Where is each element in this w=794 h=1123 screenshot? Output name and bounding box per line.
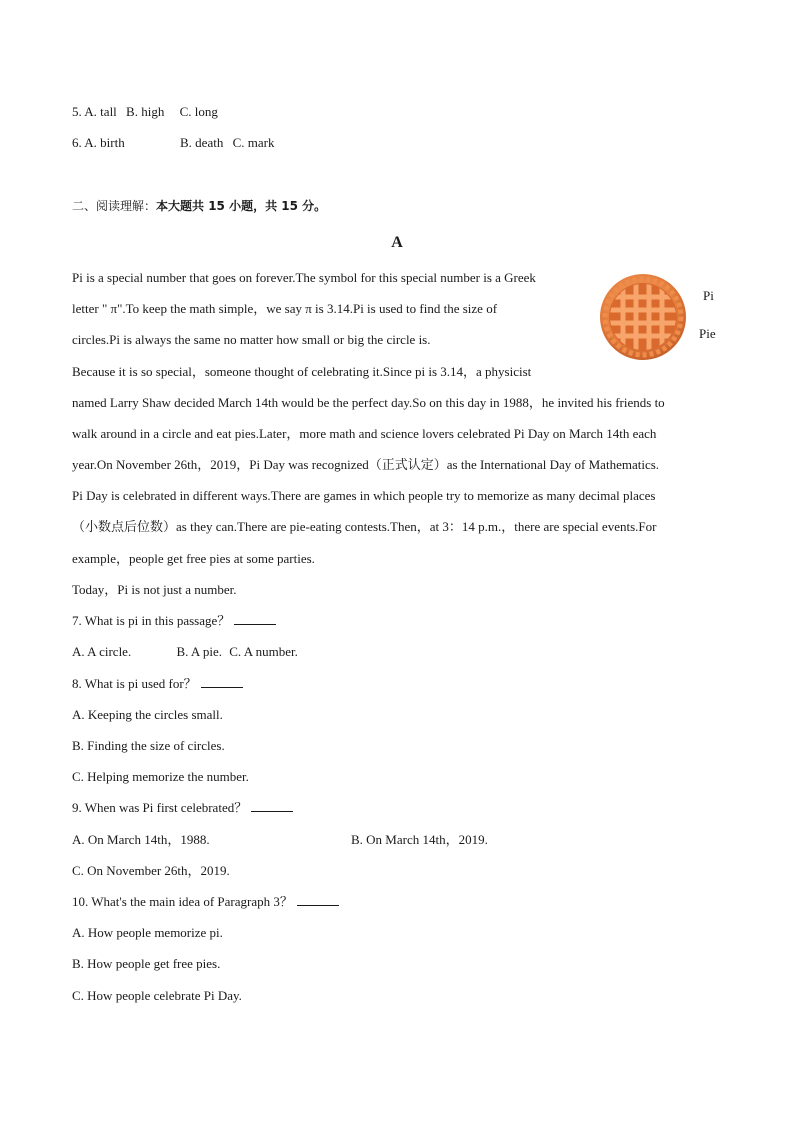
passage-line: example，people get free pies at some parties. xyxy=(72,551,315,566)
question-text: 8. What is pi used for？ xyxy=(72,676,197,691)
option-c: C. Helping memorize the number. xyxy=(72,769,249,784)
option-a: A. tall xyxy=(84,104,117,119)
question-text: 10. What's the main idea of Paragraph 3？ xyxy=(72,894,293,909)
question-6 xyxy=(72,134,274,152)
passage-line: walk around in a circle and eat pies.Later，more math and science lovers celebrated Pi Day on March 14th each xyxy=(72,426,657,441)
question-8-stem xyxy=(72,675,243,693)
question-number: 6. xyxy=(72,135,85,150)
option-c: C. long xyxy=(179,104,218,119)
option-a: A. A circle. xyxy=(72,644,132,659)
passage-line: Pi is a special number that goes on forever.The symbol for this special number is a Greek xyxy=(72,270,536,285)
section-heading xyxy=(72,197,326,214)
answer-blank[interactable] xyxy=(251,799,293,812)
option-c: C. mark xyxy=(232,135,275,150)
option-b: B. Finding the size of circles. xyxy=(72,738,225,753)
pie-label-pi: Pi xyxy=(703,288,714,303)
section-heading-prefix: 二、阅读理解： xyxy=(72,199,157,213)
answer-blank[interactable] xyxy=(297,893,339,906)
option-c: C. How people celebrate Pi Day. xyxy=(72,988,242,1003)
pie-image xyxy=(598,272,688,362)
question-number: 5. xyxy=(72,104,85,119)
option-b: B. A pie. xyxy=(176,644,222,659)
passage-line: circles.Pi is always the same no matter how small or big the circle is. xyxy=(72,332,431,347)
answer-blank[interactable] xyxy=(201,675,243,688)
question-text: 7. What is pi in this passage？ xyxy=(72,613,231,628)
option-b: B. On March 14th，2019. xyxy=(351,832,488,847)
question-text: 9. When was Pi first celebrated？ xyxy=(72,800,248,815)
question-9-stem xyxy=(72,799,293,817)
passage-title: A xyxy=(391,234,403,251)
passage-line: Pi Day is celebrated in different ways.There are games in which people try to memorize as many decimal places xyxy=(72,488,656,503)
option-b: B. death xyxy=(180,135,224,150)
pie-label-pie: Pie xyxy=(699,326,716,341)
question-7-options xyxy=(72,643,298,661)
passage-line: letter " π".To keep the math simple，we say π is 3.14.Pi is used to find the size of xyxy=(72,301,498,316)
passage-line: year.On November 26th，2019，Pi Day was recognized（正式认定）as the International Day of Mathematics. xyxy=(72,457,660,472)
answer-blank[interactable] xyxy=(234,612,276,625)
option-a: A. birth xyxy=(84,135,125,150)
passage-line: Today，Pi is not just a number. xyxy=(72,582,237,597)
option-c: C. A number. xyxy=(229,644,298,659)
question-7-stem xyxy=(72,612,276,630)
passage-line: named Larry Shaw decided March 14th would be the perfect day.So on this day in 1988，he invited his friends to xyxy=(72,395,665,410)
question-5 xyxy=(72,103,218,121)
option-a: A. Keeping the circles small. xyxy=(72,707,223,722)
option-b: B. high xyxy=(126,104,165,119)
passage-line: Because it is so special，someone thought of celebrating it.Since pi is 3.14，a physicist xyxy=(72,364,532,379)
passage-line: （小数点后位数）as they can.There are pie-eating contests.Then，at 3：14 p.m.，there are special events.For xyxy=(72,519,657,534)
section-heading-bold: 本大题共 15 小题，共 15 分。 xyxy=(156,199,327,213)
option-c: C. On November 26th，2019. xyxy=(72,863,230,878)
option-a: A. How people memorize pi. xyxy=(72,925,223,940)
option-b: B. How people get free pies. xyxy=(72,956,221,971)
option-a: A. On March 14th，1988. xyxy=(72,832,210,847)
question-10-stem xyxy=(72,893,339,911)
